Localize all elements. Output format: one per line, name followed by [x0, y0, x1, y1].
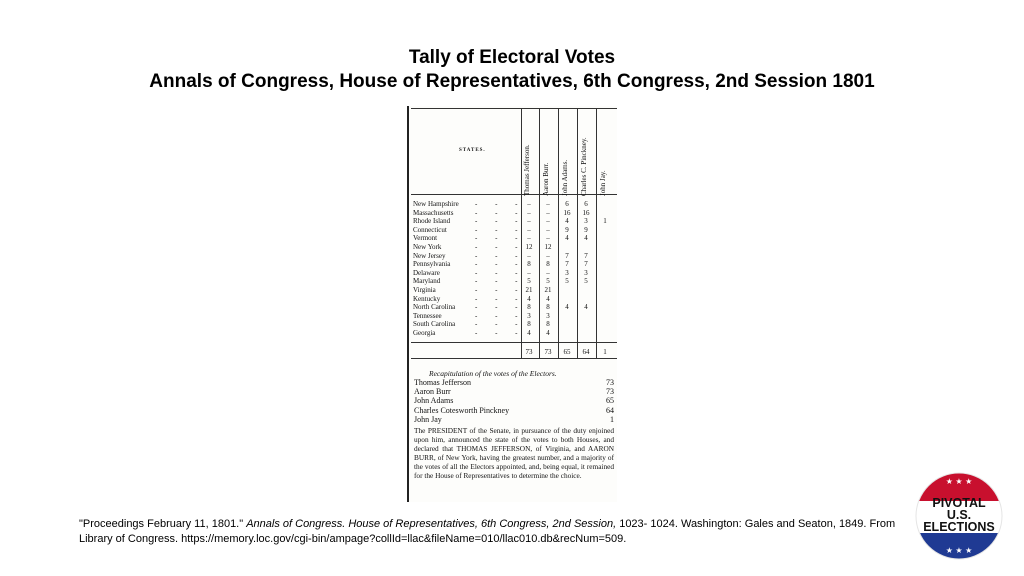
- table-row: [411, 320, 617, 328]
- table-row: [411, 217, 617, 225]
- vote-cell: 3: [584, 268, 588, 277]
- vote-cell: 8: [546, 320, 550, 329]
- table-row: [411, 209, 617, 217]
- recap-votes: 1: [610, 414, 614, 424]
- leader-dots: - - -: [475, 277, 526, 286]
- citation-title: Annals of Congress. House of Representatives, 6th Congress, 2nd Session,: [246, 518, 617, 530]
- vote-cell: 4: [527, 329, 531, 337]
- vote-cell: –: [527, 208, 531, 217]
- state-name: Massachusetts: [413, 208, 454, 217]
- vote-cell: 3: [565, 268, 569, 277]
- table-row: [411, 286, 617, 294]
- vote-cell: 21: [525, 286, 533, 294]
- recap-row: [414, 415, 614, 424]
- candidate-header: Thomas Jefferson.: [523, 144, 531, 196]
- leader-dots: - - -: [475, 200, 526, 208]
- vote-cell: 5: [527, 277, 531, 286]
- total-value: 1: [603, 348, 607, 356]
- vote-cell: 5: [565, 277, 569, 286]
- total-value: 73: [544, 348, 552, 356]
- vote-cell: 7: [584, 251, 588, 260]
- leader-dots: - - -: [475, 217, 526, 226]
- state-name: Virginia: [413, 286, 436, 294]
- recap-title: Recapitulation of the votes of the Electors.: [429, 369, 557, 378]
- logo-stars-bottom: ★ ★ ★: [945, 546, 973, 555]
- vote-cell: 7: [565, 260, 569, 269]
- recap-name: John Jay: [414, 414, 442, 424]
- vote-cell: 4: [546, 329, 550, 337]
- logo-text-pivotal: PIVOTAL: [932, 496, 986, 510]
- candidate-header: John Adams.: [561, 159, 569, 196]
- table-row: [411, 252, 617, 260]
- recap-name: Thomas Jefferson: [414, 378, 471, 387]
- vote-cell: 21: [544, 286, 552, 294]
- state-name: Rhode Island: [413, 217, 451, 226]
- vote-cell: –: [546, 200, 550, 208]
- bottom-rule: [411, 358, 617, 359]
- table-row: [411, 234, 617, 242]
- candidate-header: Charles C. Pinckney.: [580, 137, 588, 196]
- vote-cell: –: [527, 200, 531, 208]
- vote-cell: –: [546, 225, 550, 234]
- table-row: [411, 269, 617, 277]
- recap-row: [414, 396, 614, 405]
- vote-cell: –: [527, 251, 531, 260]
- logo-text-elections: ELECTIONS: [923, 520, 995, 534]
- table-row: [411, 243, 617, 251]
- leader-dots: - - -: [475, 260, 526, 269]
- table-row: [411, 329, 617, 337]
- recap-row: [414, 378, 614, 387]
- leader-dots: - - -: [475, 225, 526, 234]
- leader-dots: - - -: [475, 311, 526, 320]
- table-row: [411, 260, 617, 268]
- senate-paragraph: The PRESIDENT of the Senate, in pursuance of the duty enjoined upon him, announced the state of the votes to both Houses, and declared that THOMAS JEFFERSON, of Virginia, and AARON BURR, of New York, having the greatest number, and a majority of the votes of all the Electors appointed, and, being equal, it remained for the House of Representatives to determine the choice.: [414, 426, 614, 480]
- vote-cell: 9: [584, 225, 588, 234]
- vote-cell: 12: [525, 243, 533, 251]
- table-row: [411, 200, 617, 208]
- leader-dots: - - -: [475, 329, 526, 337]
- state-name: New York: [413, 243, 442, 251]
- states-label: STATES.: [459, 148, 486, 153]
- recap-row: [414, 406, 614, 415]
- vote-cell: 6: [565, 200, 569, 208]
- recap-name: John Adams: [414, 396, 454, 406]
- state-name: Vermont: [413, 234, 438, 243]
- state-name: New Hampshire: [413, 200, 459, 208]
- vote-cell: 4: [565, 217, 569, 226]
- page-subtitle: Annals of Congress, House of Representatives, 6th Congress, 2nd Session 1801: [149, 71, 875, 92]
- citation-text: 1023- 1024. Washington: Gales and Seaton, 1849. From Library of Congress. https://memory.loc.gov/cgi-bin/ampage?collId=llac&fileName=010/llac010.db&recNum=509.: [79, 518, 896, 545]
- vote-cell: 5: [546, 277, 550, 286]
- scan-edge: [407, 106, 409, 502]
- recap-votes: 65: [606, 396, 614, 406]
- vote-cell: –: [527, 225, 531, 234]
- vote-cell: 8: [527, 260, 531, 269]
- page-title: Tally of Electoral Votes: [408, 47, 616, 68]
- vote-cell: 3: [527, 311, 531, 320]
- leader-dots: - - -: [475, 251, 526, 260]
- candidate-header: Aaron Burr.: [542, 162, 550, 196]
- vote-cell: 9: [565, 225, 569, 234]
- vote-cell: 4: [546, 294, 550, 303]
- recap-name: Aaron Burr: [414, 387, 451, 397]
- total-value: 64: [582, 348, 590, 356]
- leader-dots: - - -: [475, 286, 526, 294]
- vote-cell: 8: [527, 320, 531, 329]
- vote-cell: –: [527, 217, 531, 226]
- recap-votes: 73: [606, 378, 614, 387]
- state-name: Delaware: [413, 268, 440, 277]
- state-name: North Carolina: [413, 303, 456, 312]
- vote-cell: –: [546, 208, 550, 217]
- leader-dots: - - -: [475, 208, 526, 217]
- vote-cell: –: [546, 251, 550, 260]
- vote-cell: –: [527, 234, 531, 243]
- recap-votes: 73: [606, 387, 614, 397]
- recap-name: Charles Cotesworth Pinckney: [414, 405, 510, 415]
- vote-cell: 8: [546, 260, 550, 269]
- vote-cell: 1: [603, 217, 607, 226]
- state-name: Maryland: [413, 277, 441, 286]
- recap-row: [414, 387, 614, 396]
- leader-dots: - - -: [475, 268, 526, 277]
- scanned-document: [407, 106, 617, 502]
- vote-cell: 16: [582, 208, 590, 217]
- leader-dots: - - -: [475, 303, 526, 312]
- table-row: [411, 295, 617, 303]
- citation: [79, 517, 909, 547]
- vote-cell: –: [546, 234, 550, 243]
- totals-rule: [411, 342, 617, 343]
- vote-cell: 7: [565, 251, 569, 260]
- citation-text: "Proceedings February 11, 1801.": [79, 518, 247, 530]
- vote-cell: 6: [584, 200, 588, 208]
- vote-cell: 5: [584, 277, 588, 286]
- leader-dots: - - -: [475, 243, 526, 251]
- vote-cell: –: [546, 217, 550, 226]
- recap-votes: 64: [606, 405, 614, 415]
- leader-dots: - - -: [475, 294, 526, 303]
- vote-cell: 12: [544, 243, 552, 251]
- vote-cell: 8: [527, 303, 531, 312]
- table-row: [411, 226, 617, 234]
- table-row: [411, 312, 617, 320]
- vote-cell: 3: [584, 217, 588, 226]
- top-rule: [411, 108, 617, 109]
- vote-cell: 4: [584, 234, 588, 243]
- state-name: Kentucky: [413, 294, 441, 303]
- vote-cell: 8: [546, 303, 550, 312]
- totals-row: [411, 348, 617, 356]
- vote-cell: 4: [584, 303, 588, 312]
- total-value: 73: [525, 348, 533, 356]
- table-row: [411, 303, 617, 311]
- vote-cell: 3: [546, 311, 550, 320]
- pivotal-elections-logo: [914, 471, 1004, 561]
- state-name: Tennessee: [413, 311, 442, 320]
- state-name: South Carolina: [413, 320, 456, 329]
- vote-cell: 16: [563, 208, 571, 217]
- candidate-header: John Jay.: [599, 170, 607, 196]
- vote-cell: –: [546, 268, 550, 277]
- vote-cell: 7: [584, 260, 588, 269]
- total-value: 65: [563, 348, 571, 356]
- logo-text-us: U.S.: [946, 508, 972, 522]
- table-row: [411, 277, 617, 285]
- state-name: Georgia: [413, 329, 436, 337]
- state-name: New Jersey: [413, 251, 446, 260]
- vote-cell: 4: [527, 294, 531, 303]
- logo-stars-top: ★ ★ ★: [945, 477, 973, 486]
- vote-cell: –: [527, 268, 531, 277]
- state-name: Connecticut: [413, 225, 447, 234]
- leader-dots: - - -: [475, 320, 526, 329]
- state-name: Pennsylvania: [413, 260, 451, 269]
- leader-dots: - - -: [475, 234, 526, 243]
- vote-cell: 4: [565, 234, 569, 243]
- vote-cell: 4: [565, 303, 569, 312]
